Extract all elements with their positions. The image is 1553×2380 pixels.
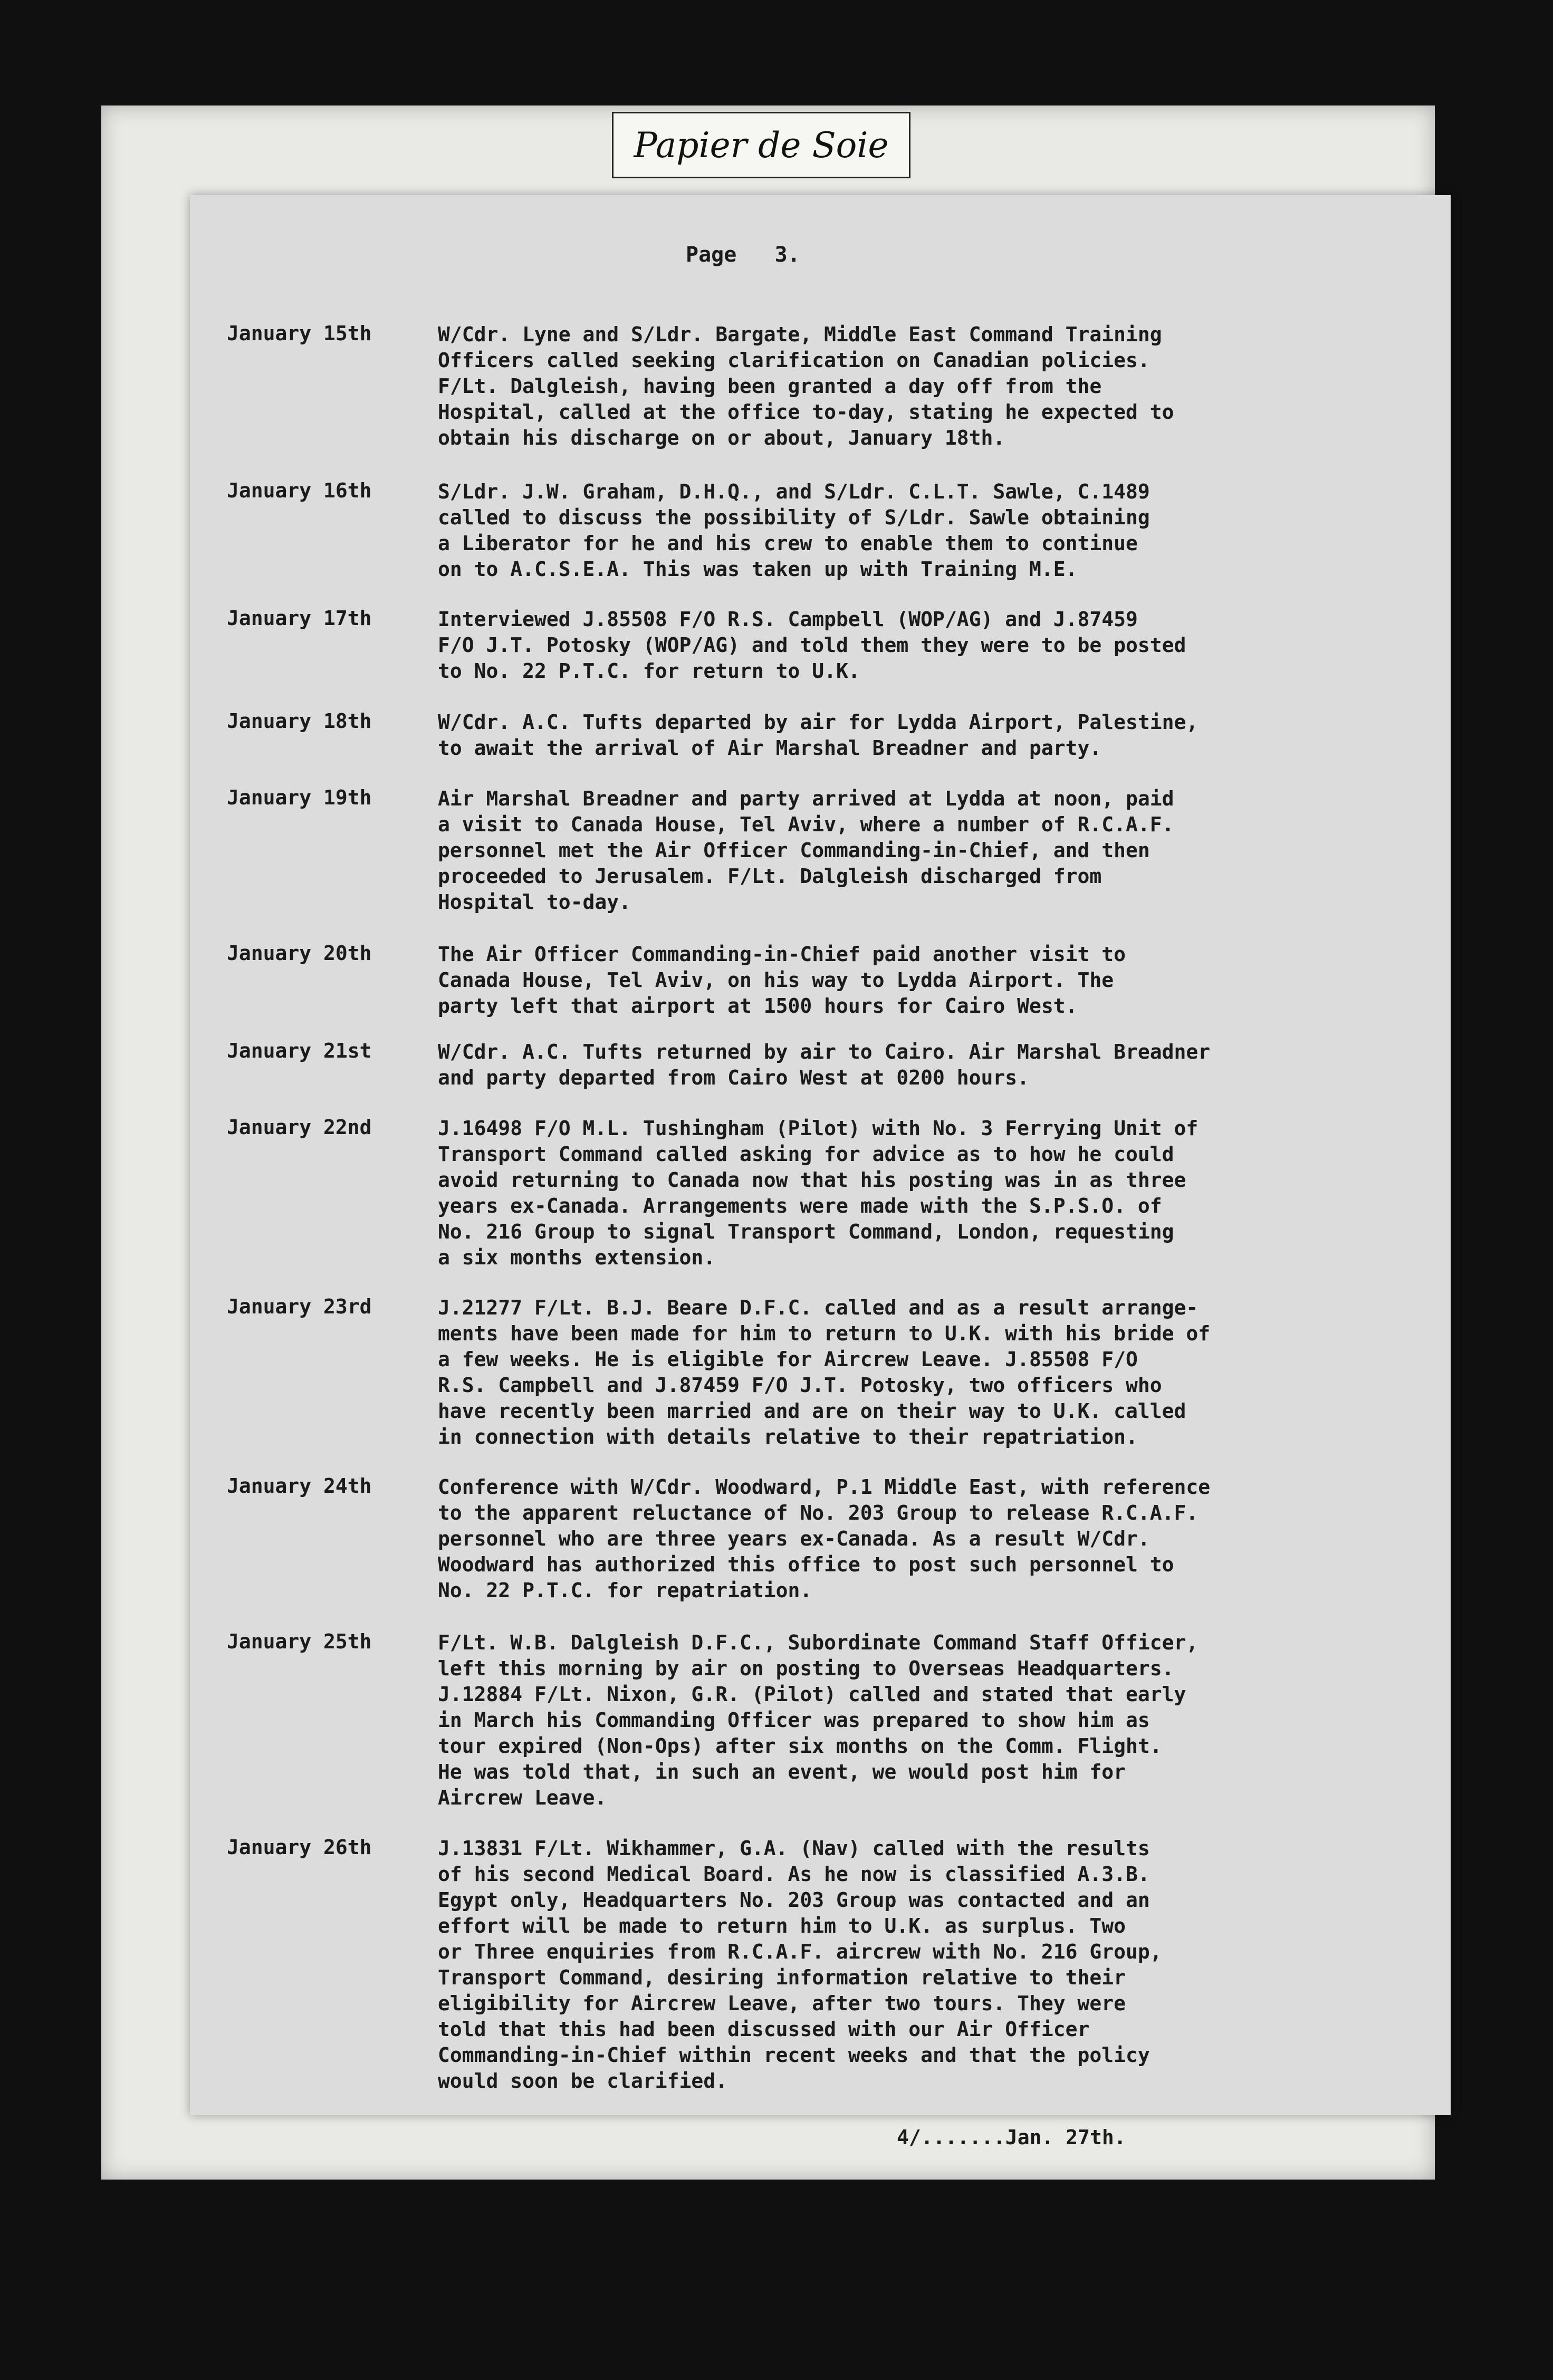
entry-line: to the apparent reluctance of No. 203 Group to release R.C.A.F. — [438, 1501, 1199, 1524]
entry-line: The Air Officer Commanding-in-Chief paid another visit to — [438, 943, 1126, 966]
entry-date: January 18th — [227, 709, 372, 733]
entry-line: W/Cdr. A.C. Tufts returned by air to Cairo. Air Marshal Breadner — [438, 1040, 1211, 1063]
entry-line: Hospital to-day. — [438, 890, 631, 914]
entry-line: told that this had been discussed with our Air Officer — [438, 2018, 1090, 2041]
entry-body — [438, 1836, 1519, 2094]
entry-line: personnel met the Air Officer Commanding-in-Chief, and then — [438, 839, 1150, 862]
entry-line: avoid returning to Canada now that his posting was in as three — [438, 1168, 1186, 1192]
entry-body — [438, 1039, 1519, 1091]
entry-line: S/Ldr. J.W. Graham, D.H.Q., and S/Ldr. C.L.T. Sawle, C.1489 — [438, 480, 1150, 503]
entry-date: January 20th — [227, 942, 372, 965]
entry-line: Transport Command, desiring information relative to their — [438, 1966, 1126, 1989]
entry-line: to await the arrival of Air Marshal Breadner and party. — [438, 736, 1102, 760]
entry-line: J.13831 F/Lt. Wikhammer, G.A. (Nav) called with the results — [438, 1837, 1150, 1860]
entry-body — [438, 479, 1519, 582]
entry-line: F/O J.T. Potosky (WOP/AG) and told them they were to be posted — [438, 634, 1186, 657]
entry-line: a six months extension. — [438, 1246, 716, 1269]
entry-line: Commanding-in-Chief within recent weeks and that the policy — [438, 2043, 1150, 2067]
entry-line: Officers called seeking clarification on Canadian policies. — [438, 349, 1150, 372]
entry-line: to No. 22 P.T.C. for return to U.K. — [438, 659, 860, 683]
entry-line: He was told that, in such an event, we would post him for — [438, 1760, 1126, 1783]
entry-line: R.S. Campbell and J.87459 F/O J.T. Potosky, two officers who — [438, 1374, 1162, 1397]
entry-line: tour expired (Non-Ops) after six months on the Comm. Flight. — [438, 1734, 1162, 1758]
entry-line: Conference with W/Cdr. Woodward, P.1 Middle East, with reference — [438, 1475, 1211, 1499]
entry-line: Interviewed J.85508 F/O R.S. Campbell (WOP/AG) and J.87459 — [438, 608, 1138, 631]
entry-line: Air Marshal Breadner and party arrived at Lydda at noon, paid — [438, 787, 1174, 810]
entry-date: January 21st — [227, 1039, 372, 1062]
label-slip: Papier de Soie — [612, 112, 910, 178]
entry-line: obtain his discharge on or about, January 18th. — [438, 426, 1005, 449]
entry-line: F/Lt. Dalgleish, having been granted a day off from the — [438, 375, 1102, 398]
entry-date: January 19th — [227, 786, 372, 809]
entry-date: January 22nd — [227, 1116, 372, 1139]
entry-line: personnel who are three years ex-Canada. As a result W/Cdr. — [438, 1527, 1150, 1550]
entry-line: a few weeks. He is eligible for Aircrew Leave. J.85508 F/O — [438, 1348, 1138, 1371]
entry-line: J.16498 F/O M.L. Tushingham (Pilot) with No. 3 Ferrying Unit of — [438, 1117, 1199, 1140]
entry-line: party left that airport at 1500 hours for Cairo West. — [438, 994, 1078, 1018]
entry-line: years ex-Canada. Arrangements were made with the S.P.S.O. of — [438, 1194, 1162, 1217]
entry-line: would soon be clarified. — [438, 2069, 728, 2093]
entry-date: January 23rd — [227, 1295, 372, 1318]
entry-line: Egypt only, Headquarters No. 203 Group was contacted and an — [438, 1888, 1150, 1912]
entry-line: left this morning by air on posting to Overseas Headquarters. — [438, 1657, 1174, 1680]
entry-line: Transport Command called asking for advice as to how he could — [438, 1143, 1174, 1166]
entry-line: J.12884 F/Lt. Nixon, G.R. (Pilot) called and stated that early — [438, 1683, 1186, 1706]
entry-body — [438, 1474, 1519, 1604]
entry-line: Hospital, called at the office to-day, stating he expected to — [438, 400, 1174, 424]
entry-line: Aircrew Leave. — [438, 1786, 607, 1809]
entry-line: called to discuss the possibility of S/Ldr. Sawle obtaining — [438, 506, 1150, 529]
entry-body — [438, 322, 1519, 451]
continuation-footer: 4/.......Jan. 27th. — [897, 2126, 1126, 2149]
entry-line: effort will be made to return him to U.K. as surplus. Two — [438, 1914, 1126, 1937]
entry-body — [438, 1630, 1519, 1811]
entry-body — [438, 786, 1519, 915]
entry-body — [438, 709, 1519, 761]
entry-body — [438, 1295, 1519, 1450]
entry-line: W/Cdr. Lyne and S/Ldr. Bargate, Middle East Command Training — [438, 323, 1162, 346]
entry-line: No. 22 P.T.C. for repatriation. — [438, 1579, 812, 1602]
entry-line: and party departed from Cairo West at 0200 hours. — [438, 1066, 1030, 1089]
entry-date: January 24th — [227, 1474, 372, 1498]
page-heading: Page 3. — [686, 243, 800, 267]
entry-line: in connection with details relative to their repatriation. — [438, 1425, 1138, 1448]
entry-line: have recently been married and are on their way to U.K. called — [438, 1399, 1186, 1423]
entry-line: a visit to Canada House, Tel Aviv, where a number of R.C.A.F. — [438, 813, 1174, 836]
entry-line: W/Cdr. A.C. Tufts departed by air for Lydda Airport, Palestine, — [438, 711, 1199, 734]
entry-line: on to A.C.S.E.A. This was taken up with Training M.E. — [438, 558, 1078, 581]
entry-date: January 16th — [227, 479, 372, 502]
entry-line: Woodward has authorized this office to post such personnel to — [438, 1553, 1174, 1576]
entry-date: January 26th — [227, 1836, 372, 1859]
entry-line: or Three enquiries from R.C.A.F. aircrew with No. 216 Group, — [438, 1940, 1162, 1963]
entry-line: eligibility for Aircrew Leave, after two tours. They were — [438, 1992, 1126, 2015]
entry-line: No. 216 Group to signal Transport Command, London, requesting — [438, 1220, 1174, 1243]
entry-line: Canada House, Tel Aviv, on his way to Lydda Airport. The — [438, 968, 1114, 992]
entry-body — [438, 942, 1519, 1019]
entry-body — [438, 1116, 1519, 1271]
entry-line: of his second Medical Board. As he now is classified A.3.B. — [438, 1863, 1150, 1886]
entry-line: ments have been made for him to return to U.K. with his bride of — [438, 1322, 1211, 1345]
entry-date: January 15th — [227, 322, 372, 345]
entry-line: J.21277 F/Lt. B.J. Beare D.F.C. called and as a result arrange- — [438, 1296, 1199, 1319]
entry-line: proceeded to Jerusalem. F/Lt. Dalgleish discharged from — [438, 865, 1102, 888]
entry-date: January 17th — [227, 607, 372, 630]
entry-line: F/Lt. W.B. Dalgleish D.F.C., Subordinate Command Staff Officer, — [438, 1631, 1199, 1654]
entry-body — [438, 607, 1519, 684]
entry-line: in March his Commanding Officer was prepared to show him as — [438, 1709, 1150, 1732]
entry-date: January 25th — [227, 1630, 372, 1653]
entry-line: a Liberator for he and his crew to enable them to continue — [438, 532, 1138, 555]
